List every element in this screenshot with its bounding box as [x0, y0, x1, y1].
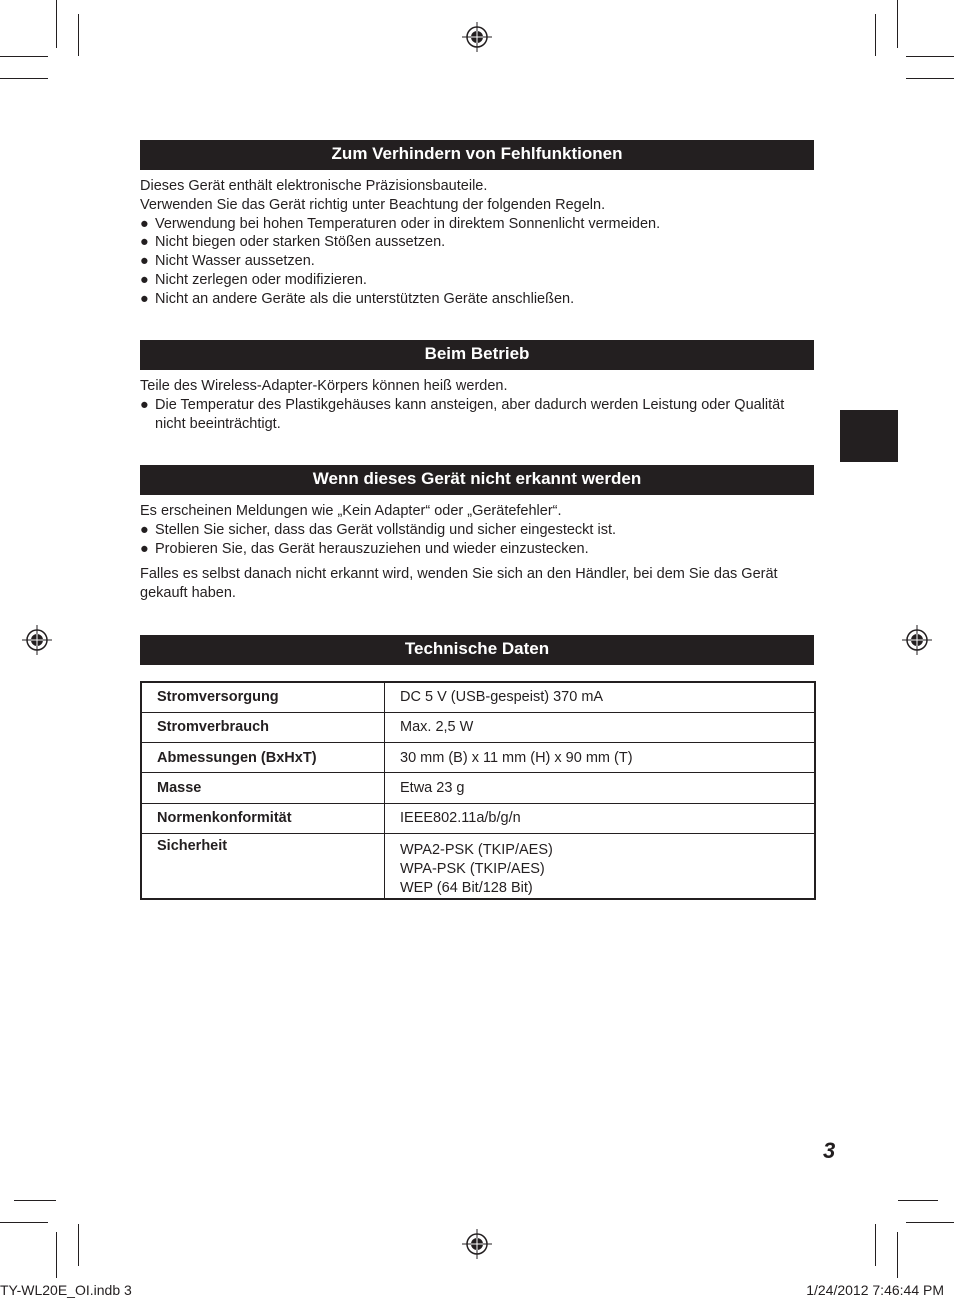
crop-mark-icon	[897, 1232, 898, 1278]
spec-value: 30 mm (B) x 11 mm (H) x 90 mm (T)	[385, 743, 816, 773]
spec-key: Normenkonformität	[141, 803, 385, 833]
registration-mark-icon	[462, 22, 492, 52]
body-paragraph: Falles es selbst danach nicht erkannt wird, wenden Sie sich an den Händler, bei dem Sie das Gerät gekauft haben.	[140, 566, 778, 602]
page-number: 3	[823, 1138, 836, 1163]
spec-table	[140, 681, 816, 900]
bullet-item: ● Nicht biegen oder starken Stößen aussetzen.	[140, 234, 446, 251]
spec-value: DC 5 V (USB-gespeist) 370 mA	[385, 682, 816, 712]
crop-mark-icon	[0, 78, 48, 79]
spec-key: Abmessungen (BxHxT)	[141, 743, 385, 773]
bullet-icon: ●	[140, 271, 149, 288]
spec-key: Sicherheit	[141, 833, 385, 899]
spec-value	[385, 833, 816, 899]
table-row	[141, 743, 815, 773]
crop-mark-icon	[56, 0, 57, 48]
spec-value: Max. 2,5 W	[385, 712, 816, 742]
section-body	[140, 177, 820, 309]
bullet-icon: ●	[140, 290, 149, 307]
table-row	[141, 833, 815, 899]
bullet-icon: ●	[140, 540, 149, 557]
spec-value-line: WPA-PSK (TKIP/AES)	[400, 860, 545, 877]
section-heading: Technische Daten	[140, 635, 814, 665]
bullet-item: ● Verwendung bei hohen Temperaturen oder in direktem Sonnenlicht vermeiden.	[140, 215, 661, 232]
spec-value-line: WPA2-PSK (TKIP/AES)	[400, 841, 553, 858]
body-line: Dieses Gerät enthält elektronische Präzisionsbauteile.	[140, 178, 488, 194]
spec-value-line: WEP (64 Bit/128 Bit)	[400, 879, 533, 896]
bullet-icon: ●	[140, 234, 149, 251]
bullet-item: ● Nicht zerlegen oder modifizieren.	[140, 271, 367, 288]
bullet-item: ● Die Temperatur des Plastikgehäuses kann ansteigen, aber dadurch werden Leistung oder Qualität nicht beeinträchtigt.	[140, 396, 785, 432]
section-body	[140, 377, 820, 433]
bullet-item: ● Stellen Sie sicher, dass das Gerät vollständig und sicher eingesteckt ist.	[140, 521, 617, 538]
crop-mark-icon	[56, 1232, 57, 1278]
bullet-icon: ●	[140, 253, 149, 270]
section-heading: Zum Verhindern von Fehlfunktionen	[140, 140, 814, 170]
bullet-icon: ●	[140, 396, 149, 413]
body-line: Verwenden Sie das Gerät richtig unter Beachtung der folgenden Regeln.	[140, 196, 606, 213]
crop-mark-icon	[0, 56, 48, 57]
section-body	[140, 502, 820, 603]
crop-mark-icon	[78, 14, 79, 56]
crop-mark-icon	[898, 1200, 938, 1201]
crop-mark-icon	[78, 1224, 79, 1266]
bullet-item: ● Nicht an andere Geräte als die unterstützten Geräte anschließen.	[140, 290, 575, 307]
bullet-icon: ●	[140, 521, 149, 538]
body-line: Es erscheinen Meldungen wie „Kein Adapter“ oder „Gerätefehler“.	[140, 503, 562, 519]
crop-mark-icon	[875, 1224, 876, 1266]
table-row	[141, 682, 815, 712]
spec-key: Stromverbrauch	[141, 712, 385, 742]
body-line: Teile des Wireless-Adapter-Körpers können heiß werden.	[140, 378, 508, 394]
bullet-icon: ●	[140, 215, 149, 232]
table-row	[141, 803, 815, 833]
section-heading: Wenn dieses Gerät nicht erkannt werden	[140, 465, 814, 495]
crop-mark-icon	[897, 0, 898, 48]
spec-key: Stromversorgung	[141, 682, 385, 712]
crop-mark-icon	[906, 56, 954, 57]
crop-mark-icon	[0, 1222, 48, 1223]
spec-value: IEEE802.11a/b/g/n	[385, 803, 816, 833]
spec-key: Masse	[141, 773, 385, 803]
table-row	[141, 773, 815, 803]
bullet-item: ● Probieren Sie, das Gerät herauszuziehen und wieder einzustecken.	[140, 540, 589, 557]
registration-mark-icon	[902, 625, 932, 655]
spec-value: Etwa 23 g	[385, 773, 816, 803]
chapter-tab	[840, 410, 898, 462]
registration-mark-icon	[22, 625, 52, 655]
bullet-item: ● Nicht Wasser aussetzen.	[140, 253, 315, 270]
crop-mark-icon	[875, 14, 876, 56]
crop-mark-icon	[906, 1222, 954, 1223]
crop-mark-icon	[14, 1200, 56, 1201]
section-heading: Beim Betrieb	[140, 340, 814, 370]
registration-mark-icon	[462, 1229, 492, 1259]
table-row	[141, 712, 815, 742]
footer-timestamp: 1/24/2012 7:46:44 PM	[806, 1282, 944, 1298]
footer-file: TY-WL20E_OI.indb 3	[0, 1282, 132, 1298]
crop-mark-icon	[906, 78, 954, 79]
